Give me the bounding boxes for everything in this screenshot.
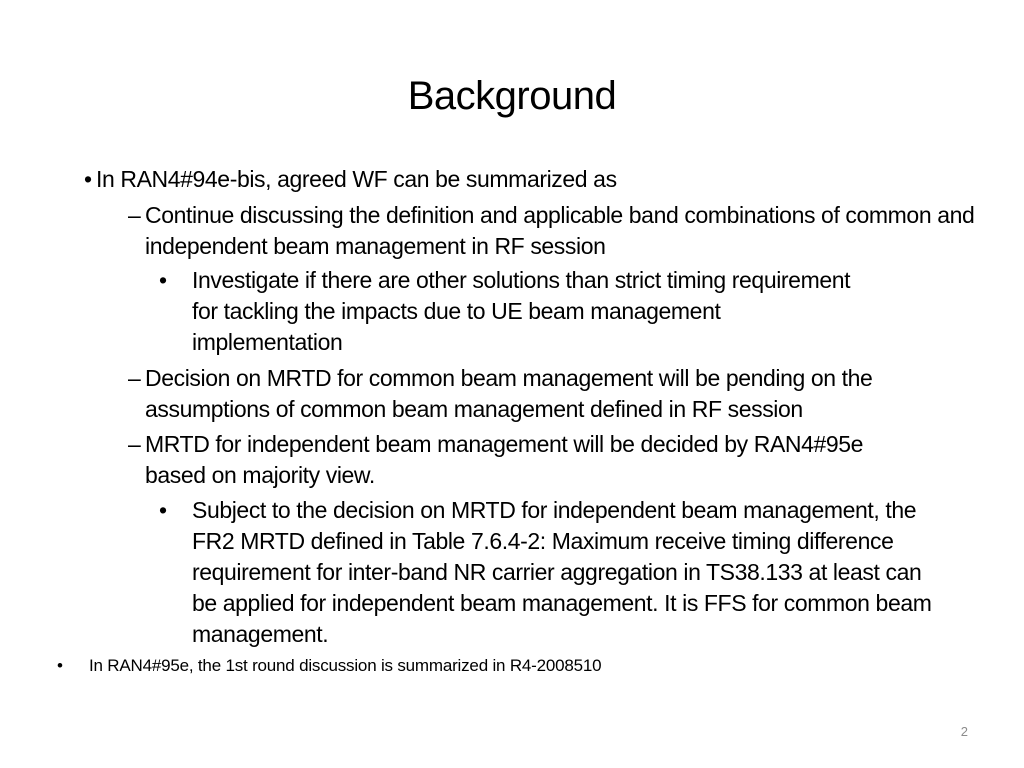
dash-marker: – <box>128 202 141 228</box>
bullet-marker: • <box>84 166 93 192</box>
bullet-text: Subject to the decision on MRTD for independent beam management, the FR2 MRTD defined in Table 7.6.4-2: Maximum receive timing difference requirement for inter-band NR carrier aggregation in TS38.133 at least can be applied for independent beam management. It is FFS for common beam management. <box>192 497 932 647</box>
dash-marker: – <box>128 365 141 391</box>
bullet-text: MRTD for independent beam management will be decided by RAN4#95e based on majority view. <box>145 431 864 488</box>
bullet-marker: • <box>57 656 63 675</box>
bullet-marker: • <box>159 267 168 293</box>
bullet-text: Investigate if there are other solutions than strict timing requirement for tackling the impacts due to UE beam management implementation <box>192 267 851 355</box>
bullet-text: Continue discussing the definition and applicable band combinations of common and independent beam management in RF session <box>145 202 975 259</box>
slide-title: Background <box>407 74 617 118</box>
bullet-text: In RAN4#94e-bis, agreed WF can be summarized as <box>96 166 617 192</box>
dash-marker: – <box>128 431 141 457</box>
bullet-text: Decision on MRTD for common beam management will be pending on the assumptions of common beam management defined in RF session <box>145 365 873 422</box>
page-number: 2 <box>960 724 968 739</box>
bullet-marker: • <box>159 497 168 523</box>
bullet-text: In RAN4#95e, the 1st round discussion is summarized in R4-2008510 <box>89 656 602 675</box>
